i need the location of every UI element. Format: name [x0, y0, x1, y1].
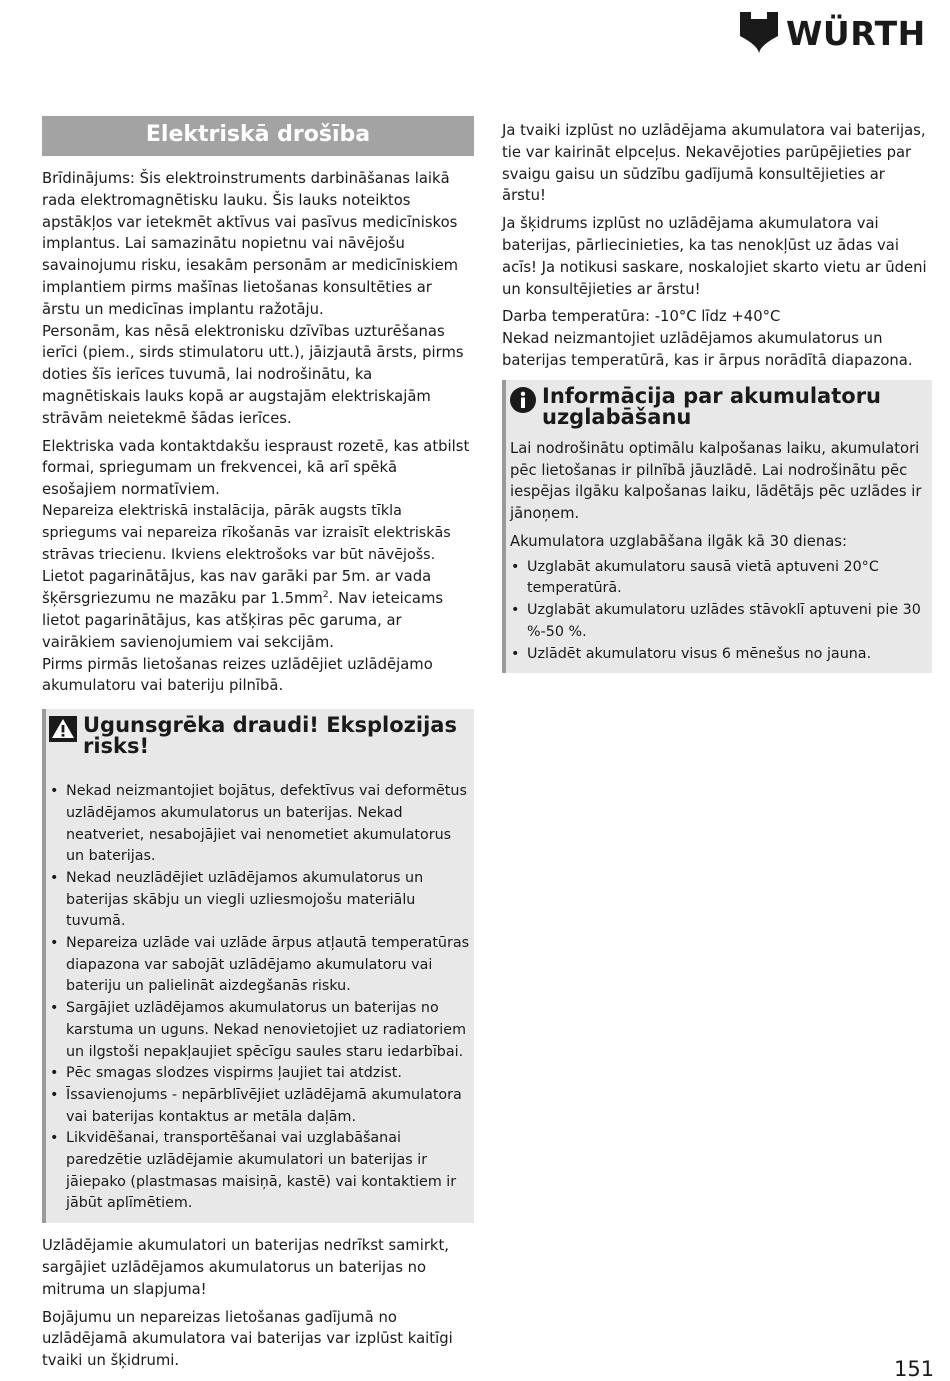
- plug-paragraph: Elektriska vada kontaktdakšu iespraust rozetē, kas atbilst formai, spriegumam un frekvencei, kā arī spēkā esošajiem normatīviem.: [42, 437, 470, 499]
- warning-triangle-icon: [49, 716, 77, 746]
- first-charge-paragraph: Pirms pirmās lietošanas reizes uzlādējiet uzlādējamo akumulatoru vai bateriju pilnībā.: [42, 655, 433, 695]
- storage-info-box: [502, 380, 932, 674]
- liquid-paragraph: Ja šķidrums izplūst no uzlādējama akumulatora vai baterijas, pārliecinieties, ka tas nenokļūst uz ādas vai acīs! Ja notikusi saskare, noskalojiet skarto vietu ar ūdeni un konsultējieties ar ārstu!: [502, 215, 927, 298]
- page-number: 151: [894, 1357, 935, 1381]
- list-item: • Nepareiza uzlāde vai uzlāde ārpus atļautā temperatūras diapazona var sabojāt uzlādējamo akumulatoru vai bateriju un palielināt aizdegšanās risku.: [49, 933, 472, 998]
- storage-info-title: Informācija par akumulatoru uzglabāšanu: [510, 386, 930, 428]
- extension-cord-paragraph: Lietot pagarinātājus, kas nav garāki par 5m. ar vada šķērsgriezumu ne mazāku par $1.5mm^2$. Nav ieteicams lietot pagarinātājus, kas atšķiras pēc garuma, ar vairākiem savienojumiem vai sekcijām.: [42, 568, 444, 651]
- list-item: • Uzglabāt akumulatoru sausā vietā aptuveni 20°C temperatūrā.: [510, 557, 930, 600]
- info-icon: [510, 387, 536, 417]
- temperature-warning: Nekad neizmantojiet uzlādējamos akumulatorus un baterijas temperatūrā, kas ir ārpus norādītā diapazona.: [502, 330, 913, 369]
- brand-name: WÜRTH: [786, 13, 926, 53]
- fire-warning-title: Ugunsgrēka draudi! Eksplozijas risks!: [49, 715, 472, 757]
- fire-warning-list: [49, 781, 472, 1215]
- installation-paragraph: Nepareiza elektriskā instalācija, pārāk augsts tīkla spriegums vai nepareiza rīkošanās var izraisīt elektriskās strāvas triecienu. Ikviens elektrošoks var būt nāvējošs.: [42, 502, 451, 563]
- vapour-paragraph: Ja tvaiki izplūst no uzlādējama akumulatora vai baterijas, tie var kairināt elpceļus. Nekavējoties parūpējieties par svaigu gaisu un sūdzību gadījumā konsultējieties ar ārstu!: [502, 122, 926, 205]
- list-item: • Pēc smagas slodzes vispirms ļaujiet tai atdzist.: [49, 1063, 472, 1085]
- section-heading: Elektriskā drošība: [42, 116, 474, 156]
- wurth-logo: [740, 12, 926, 54]
- list-item: • Nekad neizmantojiet bojātus, defektīvus vai deformētus uzlādējamos akumulatorus un baterijas. Nekad neatveriet, nesabojājiet vai nenometiet akumulatorus un baterijas.: [49, 781, 472, 868]
- leak-paragraph: Bojājumu un nepareizas lietošanas gadījumā no uzlādējamā akumulatora vai baterijas var izplūst kaitīgi tvaiki un šķidrumi.: [42, 1308, 453, 1370]
- emf-warning-paragraph: Brīdinājums: Šis elektroinstruments darbināšanas laikā rada elektromagnētisku lauku. Šis lauks noteiktos apstākļos var ietekmēt aktīvus vai pasīvus medicīniskos implantus. Lai samazinātu nopietnu vai nāvējošu savainojumu risku, iesakām personām ar medicīniskiem implantiem pirms mašīnas lietošanas konsultēties ar ārstu un medicīnas implantu ražotāju.: [42, 170, 459, 318]
- list-item: • Likvidēšanai, transportēšanai vai uzglabāšanai paredzētie uzlādējamie akumulatori un baterijas ir jāiepako (plastmasas maisiņā, kastē) vai kontaktiem ir jābūt aplīmētiem.: [49, 1128, 472, 1215]
- wurth-logo-mark: [740, 12, 778, 54]
- list-item: • Uzglabāt akumulatoru uzlādes stāvoklī aptuveni pie 30 %-50 %.: [510, 600, 930, 643]
- pacemaker-paragraph: Personām, kas nēsā elektronisku dzīvības uzturēšanas ierīci (piem., sirds stimulatoru utt.), jāizjautā ārsts, pirms doties šīs ierīces tuvumā, lai nodrošinātu, ka magnētiskais lauks kopā ar augstajām elektriskajām strāvām neietekmē šādas ierīces.: [42, 322, 464, 427]
- list-item: • Sargājiet uzlādējamos akumulatorus un baterijas no karstuma un uguns. Nekad nenovietojiet uz radiatoriem un ilgstoši nepakļaujiet spēcīgu saules staru iedarbībai.: [49, 998, 472, 1063]
- list-item: • Uzlādēt akumulatoru visus 6 mēnešus no jauna.: [510, 644, 930, 666]
- list-item: • Nekad neuzlādējiet uzlādējamos akumulatorus un baterijas skābju un viegli uzliesmojošu materiālu tuvumā.: [49, 868, 472, 933]
- moisture-paragraph: Uzlādējamie akumulatori un baterijas nedrīkst samirkt, sargājiet uzlādējamos akumulatorus un baterijas no mitruma un slapjuma!: [42, 1237, 449, 1298]
- storage-list: [510, 557, 930, 666]
- right-column: [502, 120, 932, 673]
- operating-temperature: Darba temperatūra: -10°C līdz +40°C: [502, 308, 781, 326]
- fire-warning-box: [42, 709, 474, 1223]
- left-column: [42, 116, 474, 1372]
- storage-duration-label: Akumulatora uzglabāšana ilgāk kā 30 dienas:: [510, 532, 847, 550]
- list-item: • Īssavienojums - nepārblīvējiet uzlādējamā akumulatora vai baterijas kontaktus ar metāla daļām.: [49, 1085, 472, 1128]
- storage-info-paragraph: Lai nodrošinātu optimālu kalpošanas laiku, akumulatori pēc lietošanas ir pilnībā jāuzlādē. Lai nodrošinātu pēc iespējas ilgāku kalpošanas laiku, lādētājs pēc uzlādes ir jānoņem.: [510, 439, 922, 523]
